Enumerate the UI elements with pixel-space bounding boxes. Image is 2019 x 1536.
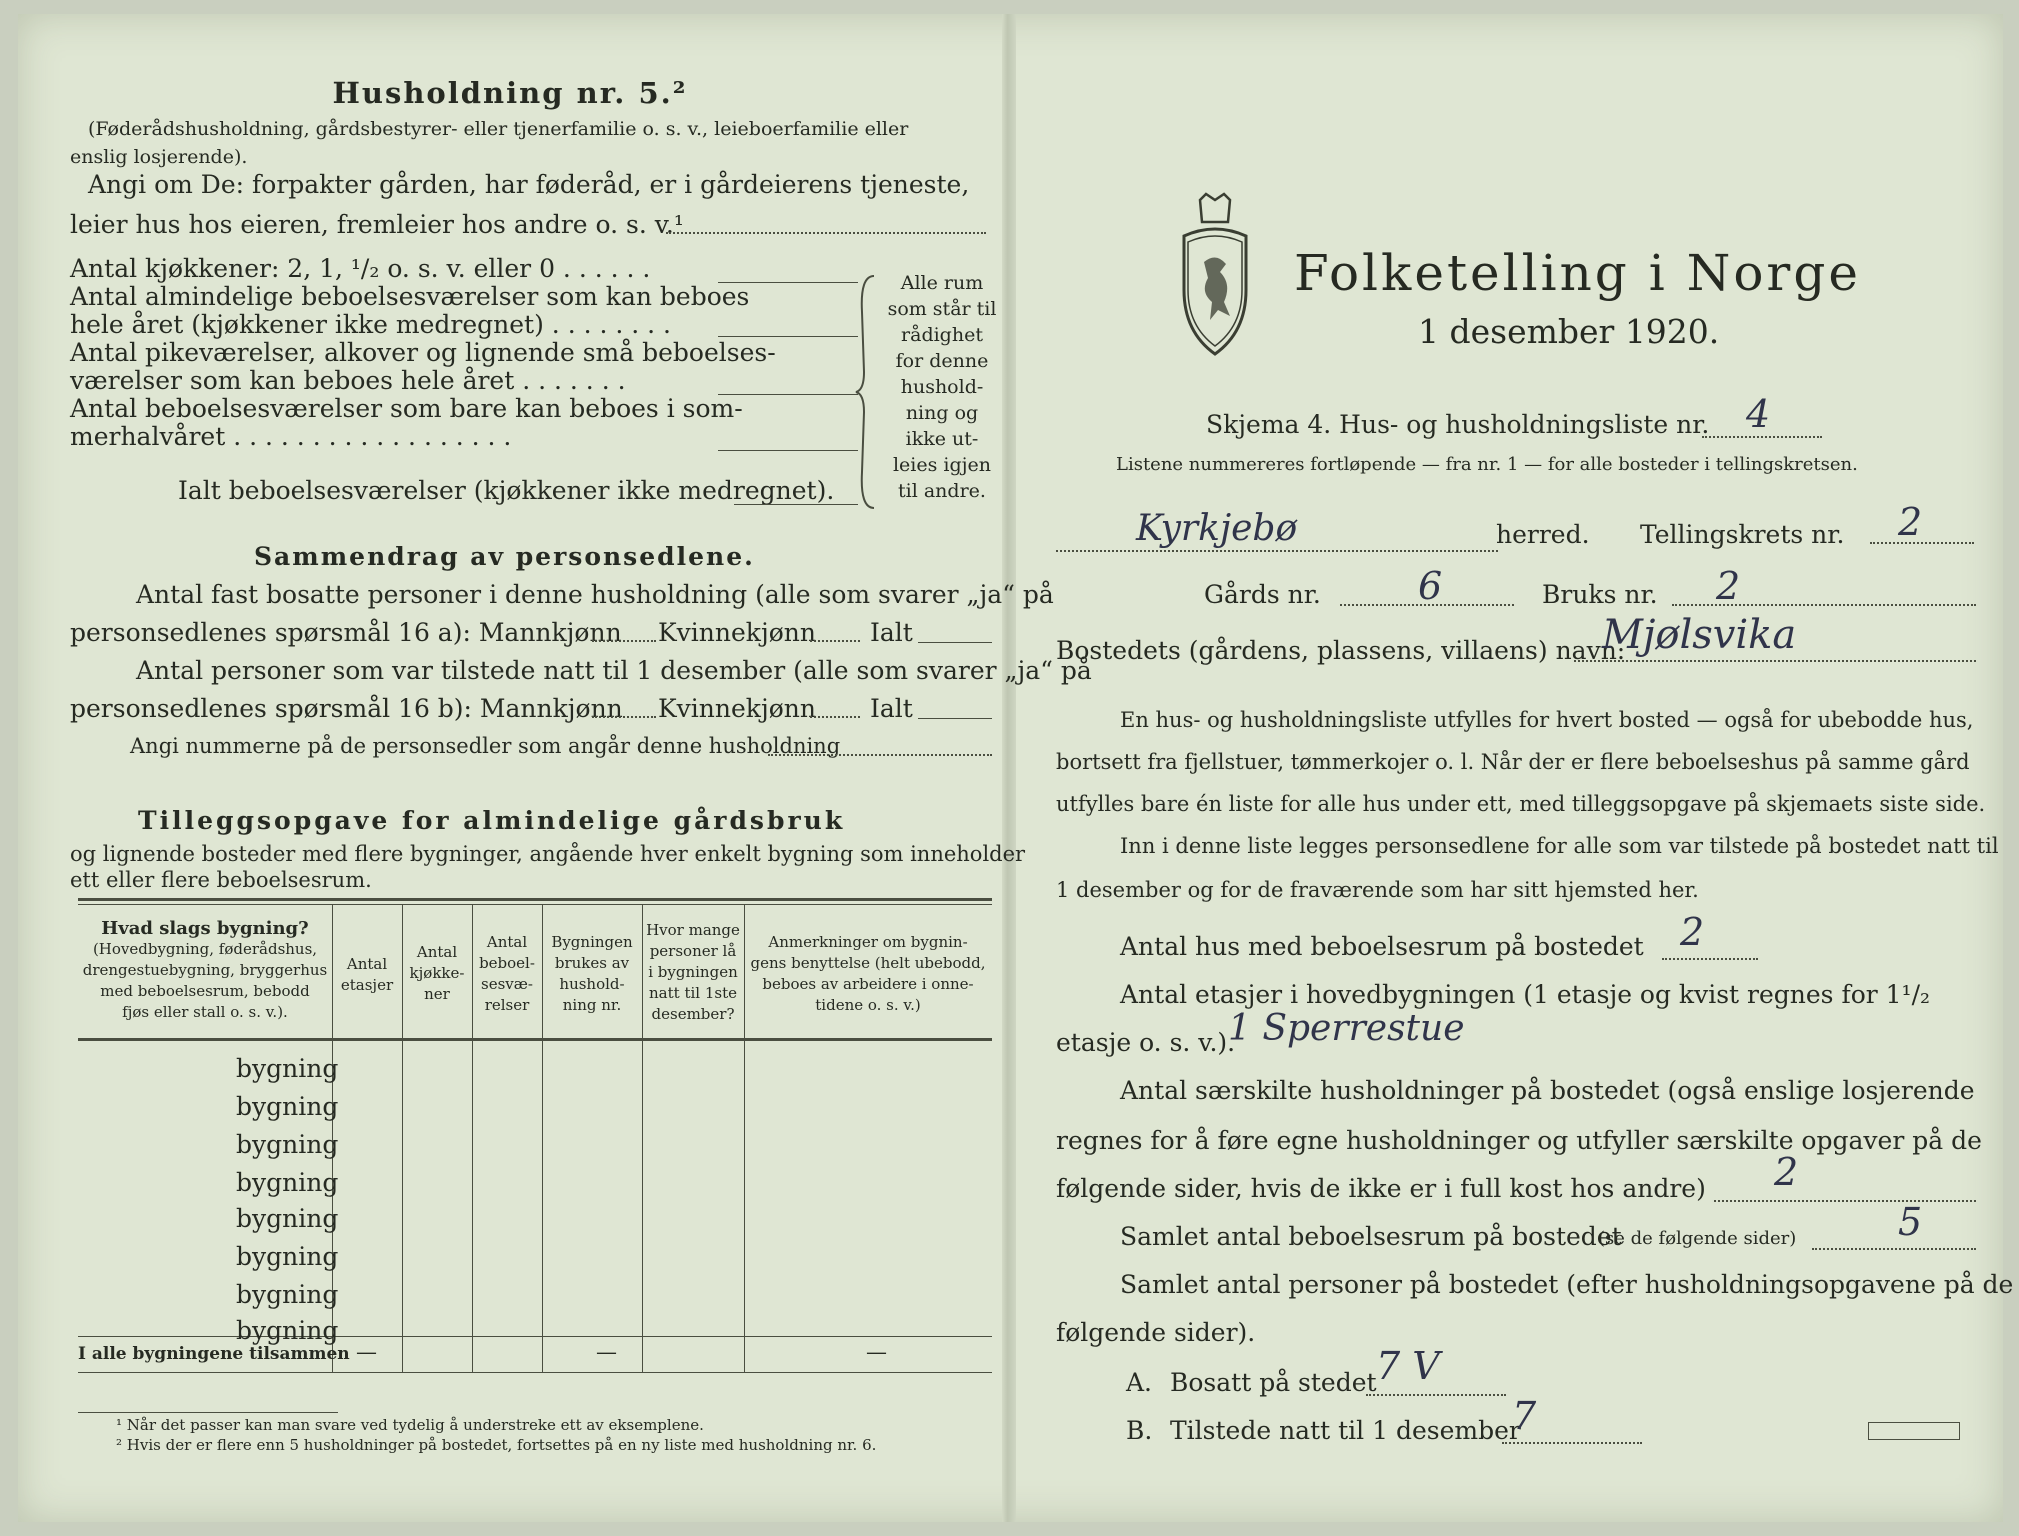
table-row-2: bygning <box>236 1092 339 1121</box>
summary-nummerne: Angi nummerne på de personsedler som angår denne husholdning <box>130 734 841 758</box>
gards-label: Gårds nr. <box>1204 580 1321 609</box>
brace-note: Alle rum som står til rådighet for denne hushold- ning og ikke ut- leies igjen til andre. <box>887 272 997 502</box>
b-label: B. <box>1126 1416 1153 1445</box>
bruks-label: Bruks nr. <box>1542 580 1658 609</box>
total-dash-husholdning: — <box>596 1340 617 1364</box>
right-page <box>1016 14 2014 1522</box>
q-etasjer-value: 1 Sperrestue <box>1228 1008 1465 1049</box>
tillegg-line-1: og lignende bosteder med flere bygninger, angående hver enkelt bygning som inneholder <box>70 842 1026 866</box>
skjema-value: 4 <box>1746 392 1771 436</box>
gards-value: 6 <box>1418 564 1443 608</box>
q-samlet-rum-label: Samlet antal beboelsesrum på bostedet <box>1120 1222 1622 1251</box>
q-etasjer-line-2: etasje o. s. v.). <box>1056 1028 1236 1057</box>
table-row-5: bygning <box>236 1204 339 1233</box>
angi-line-1: Angi om De: forpakter gården, har føderåd, er i gårdeierens tjeneste, <box>88 170 970 199</box>
para2-line-1: Inn i denne liste legges personsedlene for alle som var tilstede på bostedet natt til <box>1120 834 1999 858</box>
q-samlet-pers-line-1: Samlet antal personer på bostedet (efter husholdningsopgavene på de <box>1120 1270 2014 1299</box>
footnote-2: ² Hvis der er flere enn 5 husholdninger på bostedet, fortsettes på en ny liste med husholdning nr. 6. <box>116 1436 877 1454</box>
rooms-line-1: Antal kjøkkener: 2, 1, ¹/₂ o. s. v. eller 0 . . . . . . <box>70 254 651 283</box>
table-row-7: bygning <box>236 1280 339 1309</box>
table-row-4: bygning <box>236 1168 339 1197</box>
q-etasjer-line-1: Antal etasjer i hovedbygningen (1 etasje og kvist regnes for 1¹/₂ <box>1120 980 1931 1009</box>
q-saer-line-3: følgende sider, hvis de ikke er i full kost hos andre) <box>1056 1174 1706 1203</box>
q-samlet-pers-line-2: følgende sider). <box>1056 1318 1256 1347</box>
census-date: 1 desember 1920. <box>1418 312 1720 351</box>
intro-line-2: enslig losjerende). <box>70 146 248 168</box>
rooms-line-4: Antal pikeværelser, alkover og lignende små beboelses- <box>70 338 776 367</box>
angi-line-2: leier hus hos eieren, fremleier hos andre o. s. v.¹ <box>70 210 684 239</box>
b-value: 7 <box>1512 1394 1537 1438</box>
rooms-line-7: merhalvåret . . . . . . . . . . . . . . . . . . <box>70 422 512 451</box>
summary-ialt-2: Ialt <box>870 694 913 723</box>
total-dash-etasjer: — <box>356 1340 377 1364</box>
q-samlet-rum-value: 5 <box>1898 1200 1923 1244</box>
table-row-1: bygning <box>236 1054 339 1083</box>
coat-of-arms-icon <box>1170 192 1260 360</box>
household-title: Husholdning nr. 5.² <box>332 76 688 110</box>
summary-kvinne-2: Kvinnekjønn <box>658 694 816 723</box>
q-samlet-rum-note: (se de følgende sider) <box>1598 1228 1797 1249</box>
total-row-label: I alle bygningene tilsammen <box>78 1344 350 1364</box>
col-header-kjokkener: Antal kjøkke- ner <box>409 943 465 1003</box>
bostedets-value: Mjølsvika <box>1602 612 1797 658</box>
summary-ialt-1: Ialt <box>870 618 913 647</box>
page-fold <box>1002 14 1016 1522</box>
bostedets-label: Bostedets (gårdens, plassens, villaens) navn: <box>1056 636 1626 665</box>
col-header-personer: Hvor mange personer lå i bygningen natt til 1ste desember? <box>646 921 740 1023</box>
printer-stamp <box>1868 1422 1960 1440</box>
summary-line-4: personsedlenes spørsmål 16 b): Mannkjønn <box>70 694 623 723</box>
summary-title: Sammendrag av personsedlene. <box>254 542 755 571</box>
a-text: Bosatt på stedet <box>1170 1368 1377 1397</box>
total-dash-anmerkninger: — <box>866 1340 887 1364</box>
rooms-line-6: Antal beboelsesværelser som bare kan beboes i som- <box>70 394 743 423</box>
angi-fill-line <box>666 232 986 234</box>
q-saer-line-2: regnes for å føre egne husholdninger og utfyller særskilte opgaver på de <box>1056 1126 1982 1155</box>
tillegg-line-2: ett eller flere beboelsesrum. <box>70 868 372 892</box>
tellingskrets-label: Tellingskrets nr. <box>1640 520 1845 549</box>
listene-note: Listene nummereres fortløpende — fra nr. 1 — for alle bosteder i tellingskretsen. <box>1116 454 1858 475</box>
q-hus-label: Antal hus med beboelsesrum på bostedet <box>1120 932 1644 961</box>
table-row-3: bygning <box>236 1130 339 1159</box>
col-header-vaerelser: Antal beboel- sesvæ- relser <box>479 933 535 1014</box>
summary-line-1: Antal fast bosatte personer i denne husholdning (alle som svarer „ja“ på <box>136 580 1054 609</box>
col-header-husholdning: Bygningen brukes av hushold- ning nr. <box>551 933 633 1014</box>
rooms-line-3: hele året (kjøkkener ikke medregnet) . . . . . . . . <box>70 310 672 339</box>
para1-line-2: bortsett fra fjellstuer, tømmerkojer o. l. Når der er flere beboelseshus på samme gård <box>1056 750 1970 774</box>
bruks-value: 2 <box>1716 564 1741 608</box>
tellingskrets-value: 2 <box>1898 500 1923 544</box>
skjema-label: Skjema 4. Hus- og husholdningsliste nr. <box>1206 410 1710 439</box>
para1-line-1: En hus- og husholdningsliste utfylles for hvert bosted — også for ubebodde hus, <box>1120 708 1974 732</box>
rooms-line-5: værelser som kan beboes hele året . . . . . . . <box>70 366 626 395</box>
col-header-etasjer: Antal etasjer <box>340 955 394 994</box>
intro-line-1: (Føderådshusholdning, gårdsbestyrer- eller tjenerfamilie o. s. v., leieboerfamilie eller <box>88 118 909 140</box>
col-header-anmerkninger: Anmerkninger om bygnin- gens benyttelse (helt ubebodd, beboes av arbeidere i onne- tidene o. s. v.) <box>750 933 986 1014</box>
summary-line-3: Antal personer som var tilstede natt til 1 desember (alle som svarer „ja“ på <box>136 656 1092 685</box>
para2-line-2: 1 desember og for de fraværende som har sitt hjemsted her. <box>1056 878 1699 902</box>
ialt-rooms-label: Ialt beboelsesværelser (kjøkkener ikke medregnet). <box>178 476 835 505</box>
col-header-building: Hvad slags bygning? (Hovedbygning, føderådshus, drengestuebygning, bryggerhus med beboelsesrum, bebodd fjøs eller stall o. s. v.). <box>82 918 328 1021</box>
q-saer-value: 2 <box>1774 1150 1799 1194</box>
brace-icon <box>854 272 884 512</box>
tillegg-title: Tilleggsopgave for almindelige gårdsbruk <box>138 806 846 835</box>
herred-value: Kyrkjebø <box>1136 508 1298 549</box>
table-row-8: bygning <box>236 1316 339 1345</box>
summary-kvinne-1: Kvinnekjønn <box>658 618 816 647</box>
q-hus-value: 2 <box>1680 910 1705 954</box>
herred-label: herred. <box>1496 520 1590 549</box>
q-saer-line-1: Antal særskilte husholdninger på bostedet (også enslige losjerende <box>1120 1076 1975 1105</box>
a-value: 7 V <box>1376 1344 1440 1388</box>
para1-line-3: utfylles bare én liste for alle hus under ett, med tilleggsopgave på skjemaets siste side. <box>1056 792 1986 816</box>
census-title: Folketelling i Norge <box>1294 244 1861 302</box>
footnote-1: ¹ Når det passer kan man svare ved tydelig å understreke ett av eksemplene. <box>116 1416 704 1434</box>
left-page <box>18 14 1092 1522</box>
a-label: A. <box>1126 1368 1153 1397</box>
summary-line-2: personsedlenes spørsmål 16 a): Mannkjønn <box>70 618 622 647</box>
table-row-6: bygning <box>236 1242 339 1271</box>
rooms-line-2: Antal almindelige beboelsesværelser som kan beboes <box>70 282 750 311</box>
b-text: Tilstede natt til 1 desember <box>1170 1416 1521 1445</box>
